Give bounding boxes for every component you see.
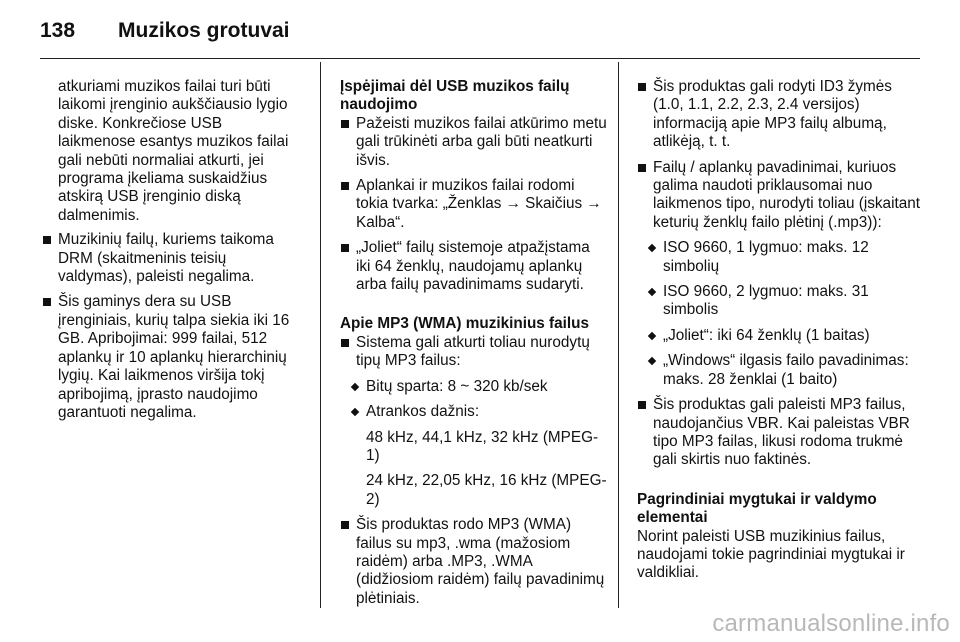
intro-paragraph: atkuriami muzikos failai turi būti laikomi įrenginio aukščiausio lygio diske. Konkrečiose USB laikmenose esantys muzikos failai gali nebūti normaliai atkurti, jei programa įkeliama suskaidžius atskirą USB įrenginio diską dalmenimis. [58,78,289,224]
diamond-bullet-icon [648,288,656,296]
list-item-text: Šis gaminys dera su USB įrenginiais, kurių talpa siekia iki 16 GB. Apribojimai: 999 failai, 512 aplankų ir 10 aplankų hierarchinių lygių. Kai laikmenos viršija tokį apribojimą, įprasto naudojimo garantuoti negalima. [58,293,290,421]
section-heading: Apie MP3 (WMA) muzikinius failus [340,315,590,333]
square-bullet-icon [341,182,349,190]
sub-list-item [637,283,920,320]
list-item [637,78,920,152]
square-bullet-icon [638,83,646,91]
square-bullet-icon [341,521,349,529]
sub-list-item [637,327,920,345]
sub-list-item-text: ISO 9660, 1 lygmuo: maks. 12 simbolių [663,239,869,275]
list-item [637,159,920,233]
diamond-bullet-icon [351,408,359,416]
column-1 [42,78,300,429]
sample-rate-line: 24 kHz, 22,05 kHz, 16 kHz (MPEG-2) [366,472,607,508]
list-item-text: Šis produktas gali rodyti ID3 žymės (1.0, 1.1, 2.2, 2.3, 2.4 versijos) informaciją apie MP3 failų albumą, atlikėją, t. t. [653,78,892,151]
section-heading: Pagrindiniai mygtukai ir valdymo elementai [637,490,877,527]
page-header [40,14,920,48]
diamond-bullet-icon [351,382,359,390]
column-divider-1 [320,62,321,608]
sub-list-item-text: ISO 9660, 2 lygmuo: maks. 31 simbolis [663,283,869,319]
closing-paragraph: Norint paleisti USB muzikinius failus, naudojami tokie pagrindiniai mygtukai ir valdikliai. [637,527,905,582]
list-item-text: Failų / aplankų pavadinimai, kuriuos galima naudoti priklausomai nuo laikmenos tipo, nurodyti toliau (įskaitant keturių ženklų failo plėtinį (.mp3)): [653,158,920,231]
list-item-text: Šis produktas rodo MP3 (WMA) failus su mp3, .wma (mažosiom raidėm) arba .MP3, .WMA (didžiosiom raidėm) failų pavadinimų plėtiniais. [356,516,605,607]
list-item-text: Muzikinių failų, kuriems taikoma DRM (skaitmeninis teisių valdymas), paleisti negalima. [58,231,274,286]
square-bullet-icon [341,244,349,252]
square-bullet-icon [638,401,646,409]
list-item [340,516,608,608]
square-bullet-icon [638,164,646,172]
square-bullet-icon [43,236,51,244]
list-item-text: „Joliet“ failų sistemoje atpažįstama iki 64 ženklų, naudojamų aplankų arba failų pavadinimams sudaryti. [356,239,590,294]
list-item-text: Aplankai ir muzikos failai rodomi tokia tvarka: „Ženklas → Skaičius → Kalba“. [356,177,602,231]
square-bullet-icon [341,120,349,128]
sub-list-item-text: „Joliet“: iki 64 ženklų (1 baitas) [663,326,870,344]
list-item-text: Pažeisti muzikos failai atkūrimo metu gali trūkinėti arba gali būti neatkurti išvis. [356,114,607,169]
list-item-text: Sistema gali atkurti toliau nurodytų tipų MP3 failus: [356,333,590,370]
page-number: 138 [40,19,76,42]
header-rule [40,58,920,59]
list-item [340,239,608,294]
sub-list-item-text: Atrankos dažnis: [366,403,480,421]
sub-list-item-text: Bitų sparta: 8 ~ 320 kb/sek [366,377,548,395]
sub-list-item [340,378,608,396]
square-bullet-icon [341,339,349,347]
list-item [340,115,608,170]
sub-list-item-text: „Windows“ ilgasis failo pavadinimas: maks. 28 ženklai (1 baito) [663,352,909,388]
list-item [340,334,608,371]
column-2 [340,78,608,615]
diamond-bullet-icon [648,357,656,365]
list-item [637,396,920,470]
sub-list-item [340,403,608,421]
page-title: Muzikos grotuvai [118,19,290,42]
list-item [42,231,300,286]
column-divider-2 [618,62,619,608]
sub-list-item [637,352,920,389]
column-3 [637,78,920,589]
diamond-bullet-icon [648,332,656,340]
list-item-text: Šis produktas gali paleisti MP3 failus, naudojančius VBR. Kai paleistas VBR tipo MP3 failas, likusi rodoma trukmė gali skirtis nuo faktinės. [653,396,910,469]
square-bullet-icon [43,298,51,306]
section-heading: Įspėjimai dėl USB muzikos failų naudojimo [340,78,570,114]
list-item [42,293,300,422]
sub-list-item [637,239,920,276]
list-item [340,177,608,232]
watermark: carmanualsonline.info [712,610,950,637]
diamond-bullet-icon [648,244,656,252]
sample-rate-line: 48 kHz, 44,1 kHz, 32 kHz (MPEG-1) [366,428,599,464]
